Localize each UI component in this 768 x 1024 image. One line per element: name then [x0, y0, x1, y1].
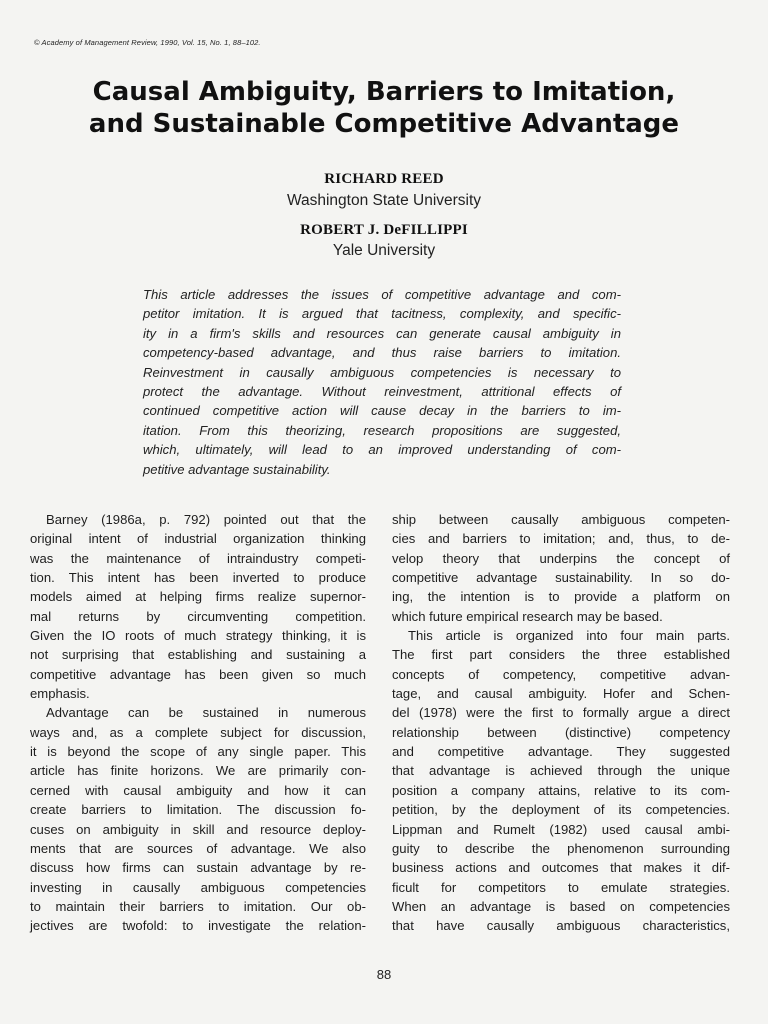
body-column-left [30, 510, 366, 936]
abstract-line: competency-based advantage, and thus raise barriers to imitation. [143, 345, 621, 361]
author-affiliation: Washington State University [286, 192, 482, 209]
body-line: that have causally ambiguous characteristics, [392, 918, 730, 934]
abstract-line: which, ultimately, will lead to an improved understanding of com- [143, 442, 621, 458]
body-line: ficult for competitors to emulate strategies. [392, 879, 730, 895]
body-line: Advantage can be sustained in numerous [46, 705, 366, 721]
body-line: emphasis. [30, 686, 90, 702]
body-line: which future empirical research may be based. [392, 608, 663, 624]
body-line: cuses on ambiguity in skill and resource deploy- [30, 821, 366, 837]
body-line: relationship between (distinctive) competency [392, 724, 730, 740]
body-line: models aimed at helping firms realize supernor- [30, 589, 366, 605]
abstract-line: ity in a firm's skills and resources can generate causal ambiguity in [143, 325, 621, 341]
body-line: ing, the intention is to provide a platform on [392, 589, 730, 605]
body-line: jectives are twofold: to investigate the relation- [30, 918, 366, 934]
body-line: ways and, as a complete subject for discussion, [30, 724, 366, 740]
body-line: create barriers to limitation. The discussion fo- [30, 802, 366, 818]
body-line: Barney (1986a, p. 792) pointed out that the [46, 512, 366, 527]
body-line: discuss how firms can sustain advantage by re- [30, 860, 366, 876]
title-line: Causal Ambiguity, Barriers to Imitation, [92, 77, 676, 107]
body-column-right [392, 510, 730, 936]
body-line: that advantage is achieved through the unique [392, 763, 730, 779]
author-affiliation: Yale University [332, 242, 436, 259]
body-line: was the maintenance of intraindustry competi- [30, 550, 366, 566]
abstract-line: This article addresses the issues of competitive advantage and com- [143, 287, 621, 302]
body-line: position a company attains, relative to its com- [392, 782, 730, 798]
body-line: mal returns by circumventing competition. [30, 608, 366, 624]
body-line: cerned with causal ambiguity and how it can [30, 782, 366, 798]
body-line: del (1978) were the first to formally argue a direct [392, 705, 730, 721]
body-line: it is beyond the scope of any single paper. This [30, 744, 366, 760]
body-line: ments that are sources of advantage. We also [30, 840, 366, 856]
body-line: Lippman and Rumelt (1982) used causal ambi- [392, 821, 730, 837]
article-title [0, 76, 768, 140]
body-line: petition, by the deployment of its competencies. [392, 802, 730, 818]
body-line: article has finite horizons. We are primarily con- [30, 763, 366, 779]
body-line: guity to describe the phenomenon surrounding [392, 840, 730, 856]
abstract-line: protect the advantage. Without reinvestment, attritional effects of [143, 384, 621, 400]
body-line: original intent of industrial organization thinking [30, 531, 366, 547]
body-line: The first part considers the three established [392, 647, 730, 663]
abstract [143, 285, 621, 479]
journal-citation: © Academy of Management Review, 1990, Vol. 15, No. 1, 88–102. [34, 38, 261, 47]
body-line: ship between causally ambiguous competen- [392, 512, 730, 527]
body-line: not surprising that establishing and sustaining a [30, 647, 366, 663]
body-line: business actions and outcomes that makes it dif- [392, 860, 730, 876]
author-name: ROBERT J. DeFILLIPPI [300, 222, 468, 238]
abstract-line: petitor imitation. It is argued that tacitness, complexity, and specific- [143, 306, 621, 322]
body-line: Given the IO roots of much strategy thinking, it is [30, 628, 366, 644]
abstract-line: continued competitive action will cause decay in the barriers to im- [143, 403, 621, 419]
body-line: concepts of competency, competitive advan- [392, 666, 730, 682]
abstract-line: petitive advantage sustainability. [143, 461, 331, 477]
body-line: to maintain their barriers to imitation. Our ob- [30, 898, 366, 914]
body-line: tion. This intent has been inverted to produce [30, 570, 366, 586]
body-line: competitive advantage has been given so much [30, 666, 366, 682]
title-line: and Sustainable Competitive Advantage [88, 109, 680, 139]
body-line: This article is organized into four main parts. [408, 628, 730, 644]
author-name: RICHARD REED [324, 171, 444, 187]
body-line: investing in causally ambiguous competencies [30, 879, 366, 895]
abstract-line: itation. From this theorizing, research propositions are suggested, [143, 422, 621, 438]
abstract-line: Reinvestment in causally ambiguous competencies is necessary to [143, 364, 621, 380]
body-line: and competitive advantage. They suggested [392, 744, 730, 760]
page-number: 88 [376, 967, 392, 982]
body-line: tage, and causal ambiguity. Hofer and Schen- [392, 686, 730, 702]
body-line: velop theory that underpins the concept of [392, 550, 730, 566]
body-line: competitive advantage sustainability. In so do- [392, 570, 730, 586]
body-line: cies and barriers to imitation; and, thus, to de- [392, 531, 730, 547]
body-line: When an advantage is based on competencies [392, 898, 730, 914]
